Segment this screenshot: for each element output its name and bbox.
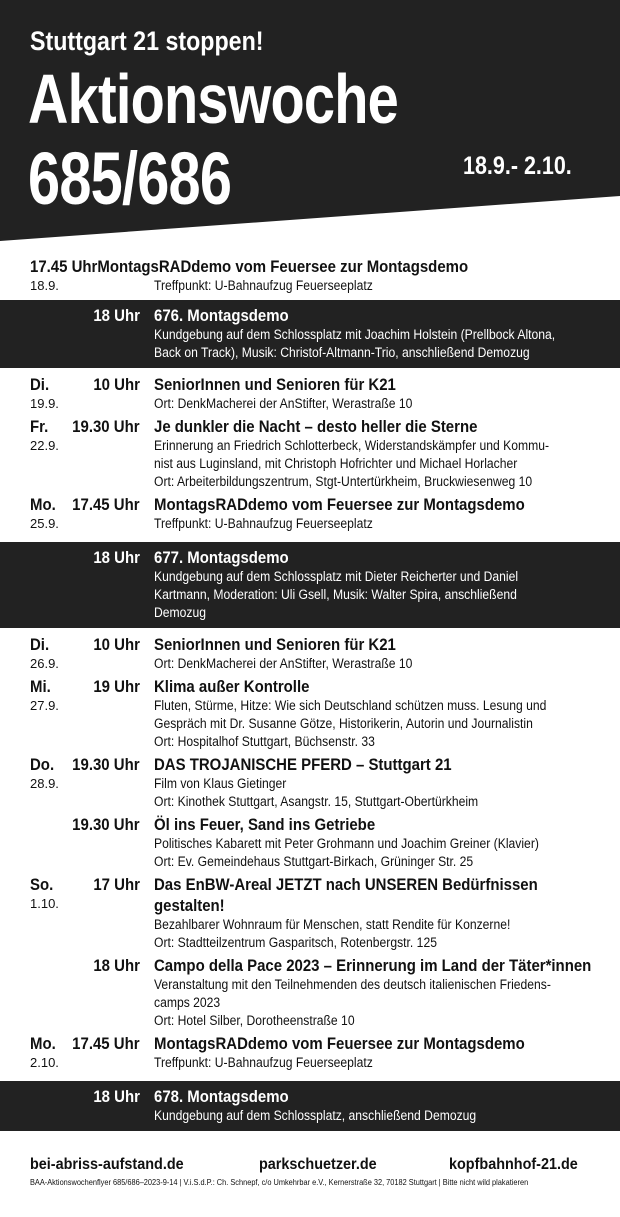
event-first-date: 18.9. [30, 278, 59, 293]
event-row [0, 494, 620, 536]
event-details [154, 416, 612, 491]
event-title: Je dunkler die Nacht – desto heller die Sterne [154, 417, 478, 436]
header-banner [0, 0, 620, 245]
event-detail-line: Kundgebung auf dem Schlossplatz mit Joachim Holstein (Prellbock Altona, [154, 327, 556, 342]
event-detail-line: Ort: DenkMacherei der AnStifter, Werastraße 10 [154, 656, 413, 671]
event-day: Mi. [30, 677, 51, 696]
event-day: Mo. [30, 1034, 56, 1053]
event-detail-line: Back on Track), Musik: Christof-Altmann-Trio, anschließend Demozug [154, 345, 530, 360]
event-time: 18 Uhr [93, 548, 140, 567]
event-time: 19 Uhr [93, 677, 140, 696]
event-list [0, 256, 620, 1137]
event-day: So. [30, 875, 54, 894]
event-detail-line: Demozug [154, 605, 207, 620]
event-title: Campo della Pace 2023 – Erinnerung im Land der Täter*innen [154, 956, 592, 975]
event-detail-line: Gespräch mit Dr. Susanne Götze, Historikerin, Autorin und Journalistin [154, 716, 533, 731]
event-row [0, 634, 620, 676]
event-details [154, 305, 612, 362]
event-detail-line: Treffpunkt: U-Bahnaufzug Feuerseeplatz [154, 516, 373, 531]
header-subtitle: Stuttgart 21 stoppen! [30, 26, 264, 56]
event-title: Öl ins Feuer, Sand ins Getriebe [154, 815, 376, 834]
event-time: 18 Uhr [93, 1087, 140, 1106]
event-time: 18 Uhr [93, 956, 140, 975]
event-detail-line: Ort: Kinothek Stuttgart, Asangstr. 15, Stuttgart-Obertürkheim [154, 794, 479, 809]
event-detail-line: Kundgebung auf dem Schlossplatz, anschließend Demozug [154, 1108, 477, 1123]
event-details [154, 955, 612, 1030]
event-row-montagsdemo [0, 300, 620, 368]
event-title: DAS TROJANISCHE PFERD – Stuttgart 21 [154, 755, 452, 774]
event-row-montagsdemo [0, 1081, 620, 1131]
event-time: 17 Uhr [93, 875, 140, 894]
event-time: 10 Uhr [93, 375, 140, 394]
footer [0, 1155, 620, 1217]
event-detail-line: Erinnerung an Friedrich Schlotterbeck, Widerstandskämpfer und Kommu- [154, 438, 550, 453]
event-time: 18 Uhr [93, 306, 140, 325]
event-title: SeniorInnen und Senioren für K21 [154, 375, 396, 394]
event-time: 19.30 Uhr [72, 815, 140, 834]
event-row [0, 874, 620, 955]
event-first-title: 17.45 UhrMontagsRADdemo vom Feuersee zur Montagsdemo [30, 257, 469, 276]
event-first-line: Treffpunkt: U-Bahnaufzug Feuerseeplatz [154, 278, 373, 293]
event-detail-line: Ort: DenkMacherei der AnStifter, Werastraße 10 [154, 396, 413, 411]
event-title: SeniorInnen und Senioren für K21 [154, 635, 396, 654]
event-detail-line: Kartmann, Moderation: Uli Gsell, Musik: Walter Spira, anschließend [154, 587, 517, 602]
event-title: MontagsRADdemo vom Feuersee zur Montagsdemo [154, 495, 525, 514]
event-detail-line: Treffpunkt: U-Bahnaufzug Feuerseeplatz [154, 1055, 373, 1070]
event-detail-line: Bezahlbarer Wohnraum für Menschen, statt Rendite für Konzerne! [154, 917, 511, 932]
event-details [154, 754, 612, 811]
event-time: 19.30 Uhr [72, 417, 140, 436]
event-detail-line: Politisches Kabarett mit Peter Grohmann und Joachim Greiner (Klavier) [154, 836, 539, 851]
footer-imprint: BAA-Aktionswochenflyer 685/686–2023-9-14 | V.i.S.d.P.: Ch. Schnepf, c/o Umkehrbar e.V., Kernerstraße 32, 70182 Stuttgart | Bitte nicht wild plakatieren [30, 1177, 529, 1187]
event-day: Di. [30, 375, 50, 394]
event-title: 678. Montagsdemo [154, 1087, 289, 1106]
event-row [0, 1033, 620, 1075]
event-detail-line: Ort: Ev. Gemeindehaus Stuttgart-Birkach, Grüninger Str. 25 [154, 854, 474, 869]
event-first [0, 256, 620, 294]
event-title: 677. Montagsdemo [154, 548, 289, 567]
event-date: 25.9. [30, 516, 59, 531]
event-date: 26.9. [30, 656, 59, 671]
event-detail-line: camps 2023 [154, 995, 221, 1010]
event-details [154, 1033, 612, 1072]
event-detail-line: Ort: Hotel Silber, Dorotheenstraße 10 [154, 1013, 355, 1028]
event-details [154, 676, 612, 751]
event-time: 17.45 Uhr [72, 1034, 140, 1053]
footer-link-bei-abriss-aufstand[interactable]: bei-abriss-aufstand.de [30, 1156, 184, 1173]
event-detail-line: Veranstaltung mit den Teilnehmenden des deutsch italienischen Friedens- [154, 977, 551, 992]
event-detail-line: Kundgebung auf dem Schlossplatz mit Dieter Reicherter und Daniel [154, 569, 519, 584]
event-date: 27.9. [30, 698, 59, 713]
event-container [0, 300, 620, 1131]
event-details [154, 1086, 612, 1125]
event-row [0, 676, 620, 754]
footer-link-kopfbahnhof-21[interactable]: kopfbahnhof-21.de [449, 1156, 578, 1173]
event-date: 22.9. [30, 438, 59, 453]
event-day: Do. [30, 755, 55, 774]
event-detail-line: Ort: Hospitalhof Stuttgart, Büchsenstr. 33 [154, 734, 375, 749]
event-detail-line: Ort: Stadtteilzentrum Gasparitsch, Rotenbergstr. 125 [154, 935, 437, 950]
event-row [0, 374, 620, 416]
event-details [154, 814, 612, 871]
header-title: Aktionswoche [28, 60, 399, 138]
event-details [154, 374, 612, 413]
event-time: 10 Uhr [93, 635, 140, 654]
event-detail-line: nist aus Luginsland, mit Christoph Hofrichter und Michael Horlacher [154, 456, 518, 471]
event-day: Di. [30, 635, 50, 654]
event-detail-line: Ort: Arbeiterbildungszentrum, Stgt-Untertürkheim, Bruckwiesenweg 10 [154, 474, 533, 489]
footer-link-parkschuetzer[interactable]: parkschuetzer.de [259, 1156, 377, 1173]
event-detail-line: Fluten, Stürme, Hitze: Wie sich Deutschland schützen muss. Lesung und [154, 698, 547, 713]
event-row [0, 955, 620, 1033]
event-row [0, 416, 620, 494]
event-day: Fr. [30, 417, 49, 436]
event-details [154, 547, 612, 622]
event-row [0, 814, 620, 874]
event-row [0, 754, 620, 814]
event-title: 676. Montagsdemo [154, 306, 289, 325]
event-row-montagsdemo [0, 542, 620, 628]
event-details [154, 634, 612, 673]
header-dates: 18.9.- 2.10. [463, 152, 572, 180]
event-details [154, 874, 612, 952]
event-detail-line: Film von Klaus Gietinger [154, 776, 287, 791]
event-details [154, 494, 612, 533]
event-title: Klima außer Kontrolle [154, 677, 310, 696]
event-date: 2.10. [30, 1055, 59, 1070]
header-number: 685/686 [28, 137, 232, 220]
event-time: 19.30 Uhr [72, 755, 140, 774]
event-day: Mo. [30, 495, 56, 514]
event-time: 17.45 Uhr [72, 495, 140, 514]
event-date: 1.10. [30, 896, 59, 911]
event-date: 19.9. [30, 396, 59, 411]
event-title: MontagsRADdemo vom Feuersee zur Montagsdemo [154, 1034, 525, 1053]
event-title: Das EnBW-Areal JETZT nach UNSEREN Bedürfnissen gestalten! [154, 875, 538, 915]
event-date: 28.9. [30, 776, 59, 791]
